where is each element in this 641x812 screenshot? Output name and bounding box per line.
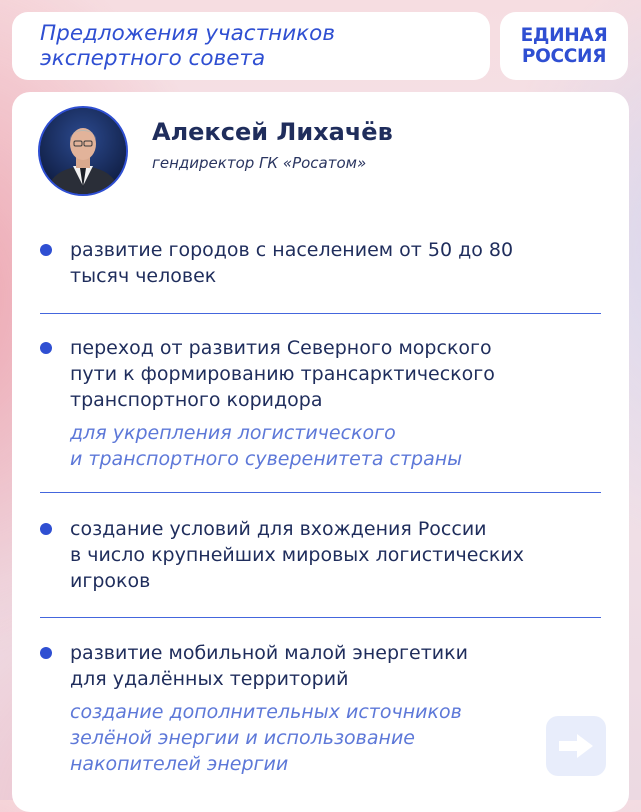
next-button[interactable] [546,716,606,776]
divider [40,617,601,618]
list-item-note-line: создание дополнительных источников [70,701,462,723]
list-item [70,237,513,289]
avatar [38,106,128,196]
dot-icon [40,647,52,659]
divider [40,313,601,314]
list-item-note-line: и транспортного суверенитета страны [70,448,463,470]
party-logo [500,12,628,80]
dot-icon [40,244,52,256]
header-title-line-1: Предложения участников [40,21,335,46]
list-item-line: в число крупнейших мировых логистических [70,544,524,566]
list-item-line: переход от развития Северного морского [70,337,492,359]
list-item [70,335,495,413]
list-item-line: игроков [70,570,151,592]
list-item-note-line: для укрепления логистического [70,422,396,444]
list-item-note [70,420,462,472]
logo-line-2: РОССИЯ [521,46,607,67]
arrow-right-icon [556,731,596,761]
list-item-note-line: накопителей энергии [70,753,289,775]
dot-icon [40,523,52,535]
person-name: Алексей Лихачёв [152,118,393,146]
list-item-line: создание условий для вхождения России [70,518,487,540]
logo-line-1: ЕДИНАЯ [520,25,608,46]
header-title-box [12,12,490,80]
list-item-note-line: зелёной энергии и использование [70,727,415,749]
person-portrait-icon [40,108,126,194]
dot-icon [40,342,52,354]
list-item-line: тысяч человек [70,265,217,287]
list-item-line: для удалённых территорий [70,668,349,690]
list-item-note [70,699,462,777]
list-item-line: транспортного коридора [70,389,323,411]
list-item-line: развитие городов с населением от 50 до 80 [70,239,514,261]
divider [40,492,601,493]
person-role: гендиректор ГК «Росатом» [152,154,367,172]
header-title-line-2: экспертного совета [40,46,266,71]
list-item [70,640,468,692]
list-item-line: пути к формированию трансарктического [70,363,495,385]
list-item [70,516,524,594]
list-item-line: развитие мобильной малой энергетики [70,642,468,664]
